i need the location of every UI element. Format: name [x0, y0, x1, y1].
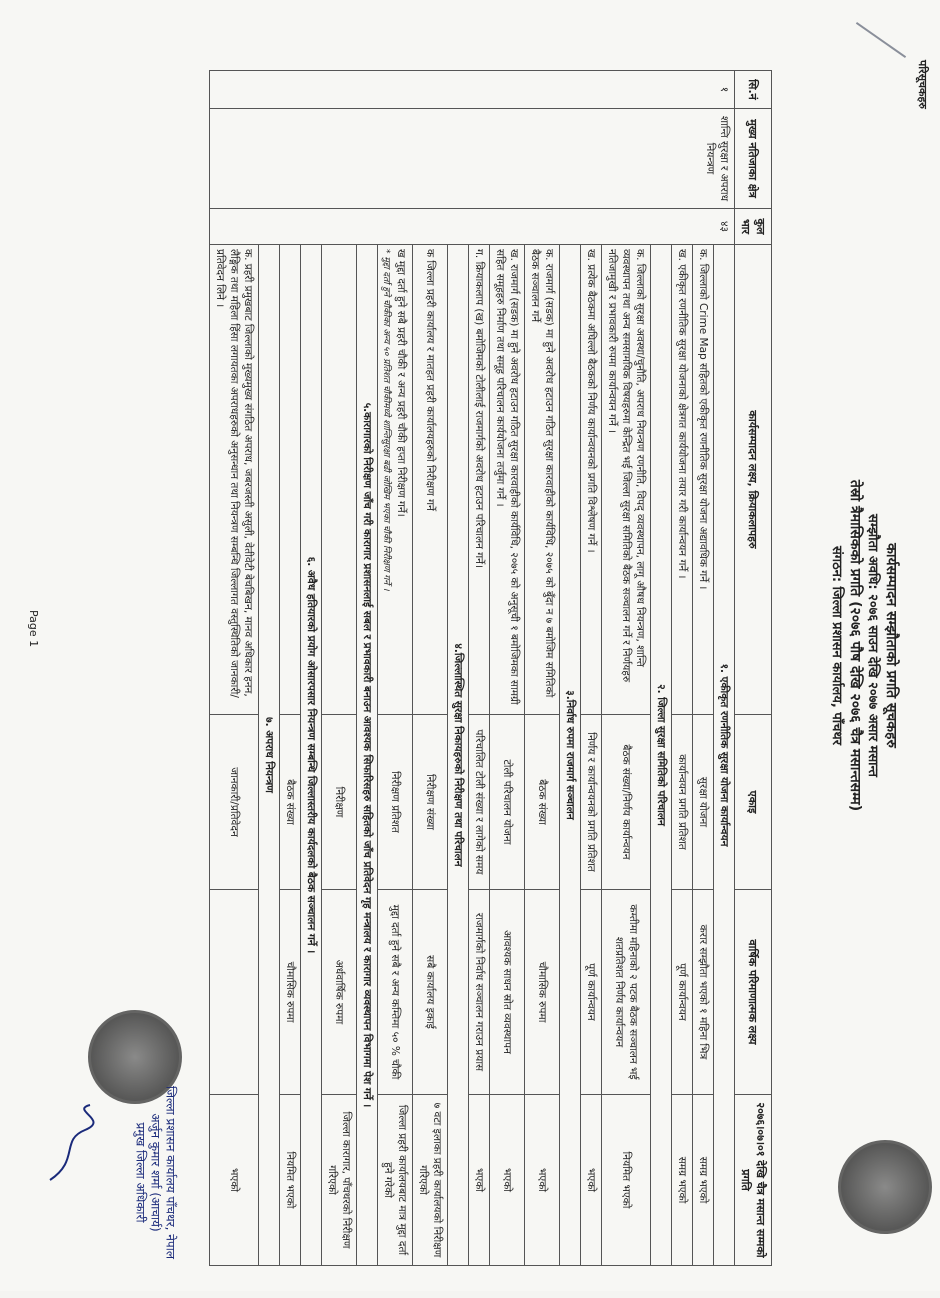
unit-cell: निरीक्षण संख्या — [413, 715, 448, 890]
col-header: वार्षिक परिमाणात्मक लक्ष्य — [735, 890, 772, 1095]
col-header: एकाइ — [735, 715, 772, 890]
progress-cell: भएको — [525, 1095, 560, 1266]
activity-cell — [413, 245, 448, 715]
progress-cell: भएको — [210, 1095, 259, 1266]
signatory-title: प्रमुख जिल्ला अधिकारी — [133, 1122, 148, 1223]
section-heading: ३.निर्वाध रुपमा राजमार्ग सञ्चालन — [560, 245, 581, 1266]
activity-text: ख. एकीकृत रणनीतिक सुरक्षा योजनाको क्षेत्रगत कार्ययोजना तयार गरी कार्यान्वयन गर्ने । — [676, 249, 688, 579]
activity-cell — [672, 245, 693, 715]
activity-text: क जिल्ला प्रहरी कार्यालय र मातहत प्रहरी कार्यालयहरुको निरीक्षण गर्ने — [424, 249, 436, 511]
office-stamp-text: जिल्ला प्रशासन कार्यालय पाँचथर, नेपाल — [163, 1086, 178, 1259]
section-heading: ७. अपराध नियन्त्रण — [259, 245, 280, 1266]
activity-cell — [378, 245, 413, 715]
activity-text: ख मुद्दा दर्ता हुने सबै प्रहरी चौकी र अन्य प्रहरी चौकी हप्ता निरीक्षण गर्ने। — [395, 249, 408, 517]
activity-text: ख. राजमार्ग (सडक) मा हुने अवरोध हटाउन गठित सुरक्षा कारवाहीको कार्यविधि, २०७५ को अनुसूची १ बमोजिमका सामग्री सहित समूहहरु निर्माण तथा समूह परिचालन कार्ययोजना तर्जुमा गर्ने । — [494, 249, 520, 705]
progress-table — [209, 70, 772, 1266]
target-cell: कम्तीमा महिनाको २ पटक बैठक सञ्चालन भई शतप्रतिशत निर्णय कार्यान्वयन — [602, 890, 651, 1095]
table-row — [322, 71, 357, 1266]
activity-cell — [581, 245, 602, 715]
office-seal-top — [838, 1140, 932, 1234]
progress-cell: जिल्ला प्रहरी कार्यालयबाट मात्र मुद्दा दर्ता हुने गरेको — [378, 1095, 413, 1266]
activity-text: क. राजमार्ग (सडक) मा हुने अवरोध हटाउन गठित सुरक्षा कारवाहीको कार्यविधि, २०७५ को बुँदा न ७ बमोजिम समितिको बैठक सञ्चालन गर्ने — [529, 249, 555, 698]
unit-cell: कार्यान्वयन प्रगति प्रतिशत — [672, 715, 693, 890]
col-header: २०७६।०७।०१ देखि चैत्र मसान्त सम्मको प्रगति — [735, 1095, 772, 1266]
progress-cell: नियमित भएको — [602, 1095, 651, 1266]
unit-cell: निर्णय र कार्यान्वयनको प्रगति प्रतिशत — [581, 715, 602, 890]
section-heading: ५.कारागारको निरीक्षण जाँच गरी कारागार प्रशासनलाई सबल र प्रभावकारी बनाउन आवश्यक सिफारिसहरु सहितको जाँच प्रतिवेदन गृह मन्त्रालय र कारागार व्यवस्थापन विभागमा पेश गर्ने । — [357, 245, 378, 1266]
table-row — [693, 71, 714, 1266]
table-row — [525, 71, 560, 1266]
col-header: सि.नं — [735, 71, 772, 109]
signatory-name: अर्जुन कुमार शर्मा (आचार्य) — [148, 1113, 163, 1232]
activity-cell — [322, 245, 357, 715]
activity-note: * मुद्दा दर्ता हुने चौकीका अन्य ५० प्रतिशत चौकीमध्ये शान्तिसुरक्षा बढी जोखिम भएका चौकी निरीक्षण गर्ने । — [381, 249, 392, 591]
unit-cell: टोली परिचालन योजना — [490, 715, 525, 890]
page-number: Page 1 — [27, 610, 40, 648]
progress-period: तेस्रो त्रैमासिकको प्रगति (२०७६ पौष देखि २०७६ चैत्र मसान्तसम्म) — [846, 479, 863, 812]
unit-cell: बैठक संख्या — [280, 715, 301, 890]
agreement-period: सम्झौता अवधि: २०७६ साउन देखि २०७७ असार मसान्त — [865, 514, 881, 777]
table-header-row — [735, 71, 772, 1266]
activity-cell — [525, 245, 560, 715]
target-cell: पूर्ण कार्यान्वयन — [581, 890, 602, 1095]
annex-label: परिसूचकहरु — [916, 60, 929, 109]
activity-cell — [469, 245, 490, 715]
serial-number-cell: १ — [210, 71, 735, 109]
table-row — [210, 71, 259, 1266]
unit-cell: निरीक्षण — [322, 715, 357, 890]
table-row — [602, 71, 651, 1266]
target-cell: अर्धवार्षिक रुपमा — [322, 890, 357, 1095]
unit-cell: परिचालित टोली संख्या र लागेको समय — [469, 715, 490, 890]
activity-text: ख. प्रत्येक बैठकमा अघिल्लो बैठकको निर्णय कार्यान्वयनको प्रगति विश्लेषण गर्ने । — [585, 249, 597, 553]
handwritten-signature — [40, 1100, 100, 1190]
col-header: कुल भार — [735, 209, 772, 245]
target-cell — [210, 890, 259, 1095]
target-cell: मुद्दा दर्ता हुने सबै र अन्य कम्तिमा ५० % चौकी — [378, 890, 413, 1095]
target-cell: करार सम्झौता भएको १ महिना भित्र — [693, 890, 714, 1095]
result-area-cell: शान्ति सुरक्षा र अपराध नियन्त्रण — [210, 109, 735, 209]
target-cell: पूर्ण कार्यान्वयन — [672, 890, 693, 1095]
progress-cell: नियमित भएको — [280, 1095, 301, 1266]
activity-text: ग. क्रियाकलाप (ख) बमोजिमको टोलीलाई राजमार्गको अवरोध हटाउन परिचालन गर्ने। — [473, 249, 485, 568]
unit-cell: बैठक संख्या — [525, 715, 560, 890]
activity-text: क. प्रहरी प्रमुखबाट जिल्लाको मुख्यमुख्य संगठित अपराध, जबरजस्ती असुली, वेतीवेटी बेचबिखन, मानव अधिकार हनन, लैङ्गिक तथा महिला हिंसा लगायतका अपराधहरुको अनुसन्धान तथा नियन्त्रण सम्बन्धि जिल्लागत वस्तुस्थितिको जानकारी/प्रतिवेदन लिने । — [214, 249, 254, 698]
section-row — [448, 71, 469, 1266]
weight-cell: ४३ — [210, 209, 735, 245]
activity-cell — [602, 245, 651, 715]
progress-cell: ७ वटा इलाका प्रहरी कार्यालयको निरीक्षण गरिएको — [413, 1095, 448, 1266]
table-row — [280, 71, 301, 1266]
activity-cell — [490, 245, 525, 715]
progress-cell: समग्र भएको — [672, 1095, 693, 1266]
progress-cell: भएको — [490, 1095, 525, 1266]
activity-cell — [693, 245, 714, 715]
target-cell: राजमार्गको निर्वाध सञ्चालन गराउन प्रयास — [469, 890, 490, 1095]
document-header — [815, 0, 940, 1291]
section-row — [301, 71, 322, 1266]
table-row — [581, 71, 602, 1266]
progress-cell: समग्र भएको — [693, 1095, 714, 1266]
table-row — [672, 71, 693, 1266]
col-header: मुख्य नतिजाका क्षेत्र — [735, 109, 772, 209]
section-heading: ६. अवैध हतियारको प्रयोग ओसारपसार नियन्त्रण सम्बन्धि जिल्लास्तरीय कार्यदलको बैठक सञ्चालन गर्ने । — [301, 245, 322, 1266]
document-title: कार्यसम्पादन सम्झौताको प्रगति सूचकहरु — [883, 543, 899, 748]
unit-cell: सुरक्षा योजना — [693, 715, 714, 890]
activity-text: क. जिल्लाको Crime Map सहितको एकीकृत रणनीतिक सुरक्षा योजना अद्यावधिक गर्ने । — [697, 249, 709, 590]
signature-block — [133, 1048, 178, 1298]
section-heading: १. एकीकृत रणनीतिक सुरक्षा योजना कार्यान्वयन — [714, 245, 735, 1266]
table-row — [378, 71, 413, 1266]
section-row — [357, 71, 378, 1266]
section-heading: २. जिल्ला सुरक्षा समितिको परिचालन — [651, 245, 672, 1266]
progress-cell: भएको — [469, 1095, 490, 1266]
progress-cell: जिल्ला कारागार, पाँचथरको निरीक्षण गरिएको — [322, 1095, 357, 1266]
organization-name: संगठन: जिल्ला प्रशासन कार्यालय, पाँचथर — [828, 545, 844, 746]
section-heading: ४.जिल्लास्थित सुरक्षा निकायहरुको निरीक्षण तथा परिचालन — [448, 245, 469, 1266]
activity-cell — [210, 245, 259, 715]
section-row — [651, 71, 672, 1266]
activity-cell — [280, 245, 301, 715]
target-cell: सबै कार्यालय इकाई — [413, 890, 448, 1095]
target-cell: आवश्यक साधन स्रोत व्यवस्थापन — [490, 890, 525, 1095]
table-row — [413, 71, 448, 1266]
table-row — [490, 71, 525, 1266]
section-row — [560, 71, 581, 1266]
unit-cell: जानकारी/प्रतिवेदन — [210, 715, 259, 890]
col-header: कार्यसम्पादन लक्ष्य, क्रियाकलापहरु — [735, 245, 772, 715]
table-body — [210, 71, 735, 1266]
target-cell: चौमासिक रुपमा — [280, 890, 301, 1095]
progress-cell: भएको — [581, 1095, 602, 1266]
unit-cell: निरीक्षण प्रतिशत — [378, 715, 413, 890]
unit-cell: बैठक संख्या/निर्णय कार्यान्वयन — [602, 715, 651, 890]
target-cell: चौमासिक रुपमा — [525, 890, 560, 1095]
section-row — [259, 71, 280, 1266]
activity-text: क. जिल्लाको सुरक्षा अवस्था/चुनौति, अपराध नियन्त्रण रणनीति, विपद् व्यवस्थापन, लागू औषध नियन्त्रण, शान्ति व्यवस्थापन तथा अन्य समसामयिक विषयहरुमा केन्द्रित भई जिल्ला सुरक्षा समितिको बैठक सञ्चालन गर्ने र निर्णयहरु नतिजामुखी र प्रभावकारी रुपमा कार्यान्वयन गर्ने । — [606, 249, 646, 683]
table-row — [469, 71, 490, 1266]
section-row — [714, 71, 735, 1266]
